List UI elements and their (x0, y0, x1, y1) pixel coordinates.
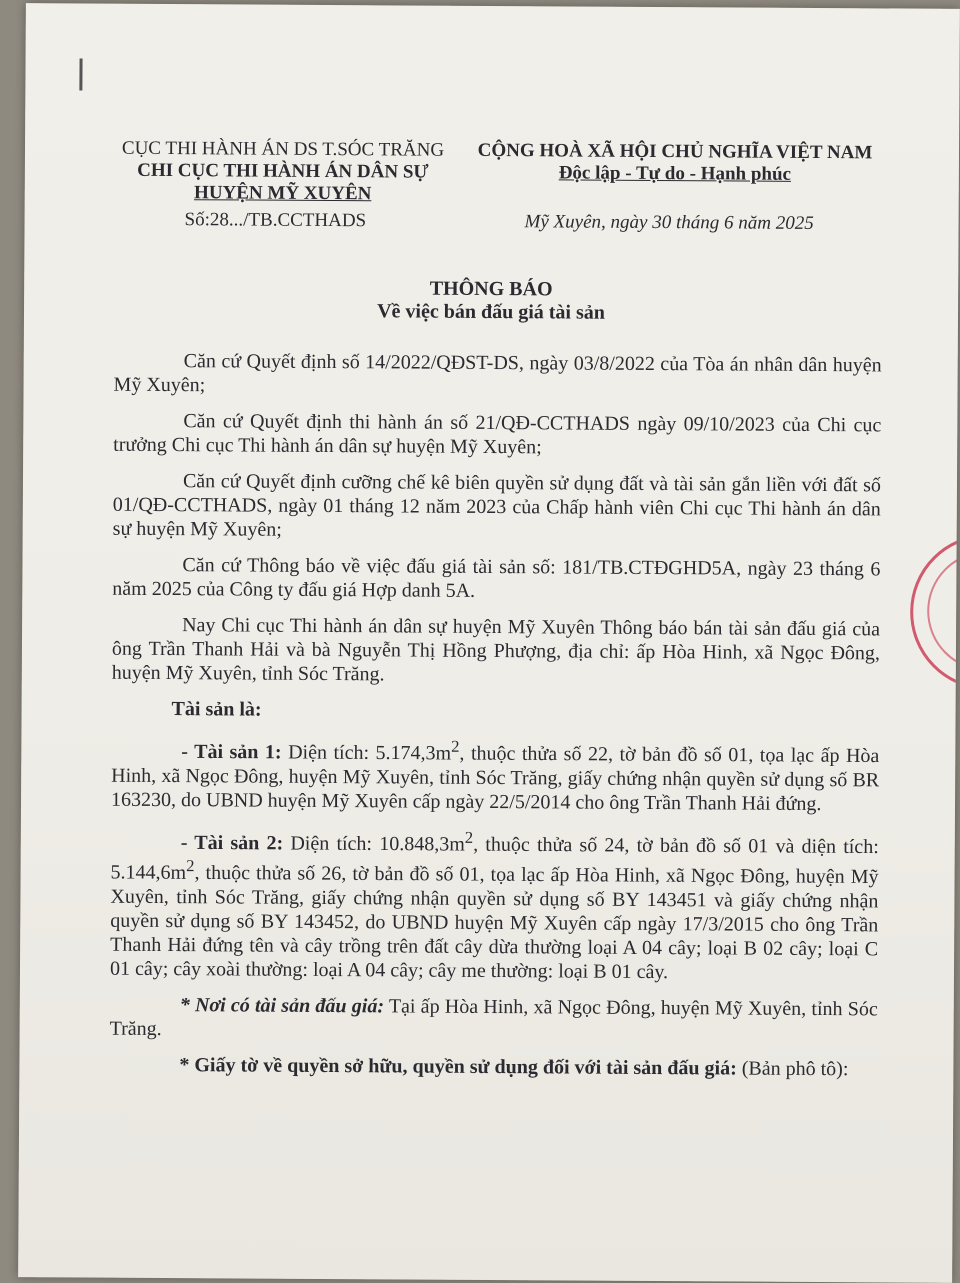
document-title: THÔNG BÁO (429, 277, 553, 301)
national-title: CỘNG HOÀ XÃ HỘI CHỦ NGHĨA VIỆT NAM (477, 139, 873, 164)
national-header (465, 140, 885, 187)
document-page (18, 3, 960, 1283)
red-seal-stamp (910, 534, 960, 691)
basis-paragraph-4: Căn cứ Thông báo về việc đấu giá tài sản số: 181/TB.CTĐGHD5A, ngày 23 tháng 6 năm 2025 của Công ty đấu giá Hợp danh 5A. (112, 554, 881, 602)
assets-heading: Tài sản là: (171, 698, 262, 721)
document-number: Số:28.../TB.CCTHADS (184, 209, 367, 232)
superscript: 2 (464, 827, 474, 847)
asset-1-paragraph (111, 733, 879, 816)
agency-header (113, 138, 453, 206)
asset-2-label: - Tài sản 2: (180, 831, 284, 855)
location-label: * Nơi có tài sản đấu giá: (179, 994, 385, 1018)
announcement-paragraph: Nay Chi cục Thi hành án dân sự huyện Mỹ Xuyên Thông báo bán tài sản đấu giá của ông Trần Thanh Hải và bà Nguyễn Thị Hồng Phượng, địa chỉ: ấp Hòa Hinh, xã Ngọc Đông, huyện Mỹ Xuyên, tỉnh Sóc Trăng. (111, 614, 881, 686)
asset-1-details: , thuộc thửa số 22, tờ bản đồ số 01, tọa lạc ấp Hòa Hinh, xã Ngọc Đông, huyện Mỹ Xuyên, tỉnh Sóc Trăng, giấy chứng nhận quyền sử dụng số BR 163230, do UBND huyện Mỹ Xuyên cấp ngày 22/5/2014 cho ông Trần Thanh Hải đứng. (110, 742, 880, 815)
asset-2-area-2: , thuộc thửa số 24, tờ bản đồ số 01 và diện tích: 5.144,6m (110, 833, 879, 885)
asset-1-label: - Tài sản 1: (181, 740, 282, 764)
superscript: 2 (451, 736, 460, 756)
basis-paragraph-2: Căn cứ Quyết định thi hành án số 21/QĐ-CCTHADS ngày 09/10/2023 của Chi cục trưởng Chi cục Thi hành án dân sự huyện Mỹ Xuyên; (113, 410, 882, 459)
basis-paragraph-3: Căn cứ Quyết định cưỡng chế kê biên quyền sử dụng đất và tài sản gắn liền với đất số 01/QĐ-CCTHADS, ngày 01 tháng 12 năm 2023 của Chấp hành viên Chi cục Thi hành án dân sự huyện Mỹ Xuyên; (112, 470, 882, 541)
basis-paragraph-1: Căn cứ Quyết định số 14/2022/QĐST-DS, ngày 03/8/2022 của Tòa án nhân dân huyện Mỹ Xuyên; (113, 350, 882, 397)
asset-2-details: , thuộc thửa số 26, tờ bản đồ số 01, tọa lạc ấp Hòa Hinh, xã Ngọc Đông, huyện Mỹ Xuyên, tỉnh Sóc Trăng, giấy chứng nhận quyền sử dụng số BY 143451 và giấy chứng nhận quyền sử dụng số BY 143452, do UBND huyện Mỹ Xuyên cấp ngày 17/3/2015 cho ông Trần Thanh Hải đứng tên và cây trồng trên đất cây dừa thường loại A 04 cây; loại B 02 cây; loại C 01 cây; cây xoài thường: loại A 04 cây; cây me thường: loại B 01 cây. (109, 862, 879, 984)
agency-parent: CỤC THI HÀNH ÁN DS T.SÓC TRĂNG (121, 137, 445, 161)
asset-2-paragraph (110, 823, 879, 985)
document-date: Mỹ Xuyên, ngày 30 tháng 6 năm 2025 (524, 211, 814, 234)
national-motto: Độc lập - Tự do - Hạnh phúc (558, 162, 792, 185)
asset-1-area: Diện tích: 5.174,3m (281, 741, 452, 765)
document-subtitle: Về việc bán đấu giá tài sản (377, 300, 605, 324)
superscript: 2 (186, 856, 195, 876)
location-text: Tại ấp Hòa Hinh, xã Ngọc Đông, huyện Mỹ Xuyên, tỉnh Sóc Trăng. (109, 995, 878, 1040)
margin-mark (79, 58, 82, 90)
papers-paragraph (109, 1053, 877, 1082)
papers-label: * Giấy tờ về quyền sở hữu, quyền sử dụng đối với tài sản đấu giá: (179, 1054, 737, 1080)
papers-text: (Bản phô tô): (736, 1057, 849, 1081)
agency-name: CHI CỤC THI HÀNH ÁN DÂN SỰ (137, 159, 429, 183)
agency-district: HUYỆN MỸ XUYÊN (194, 182, 372, 205)
document-body (109, 349, 882, 1094)
red-seal-inner-ring (927, 551, 960, 672)
location-paragraph (110, 993, 878, 1046)
asset-2-area: Diện tích: 10.848,3m (283, 832, 465, 856)
